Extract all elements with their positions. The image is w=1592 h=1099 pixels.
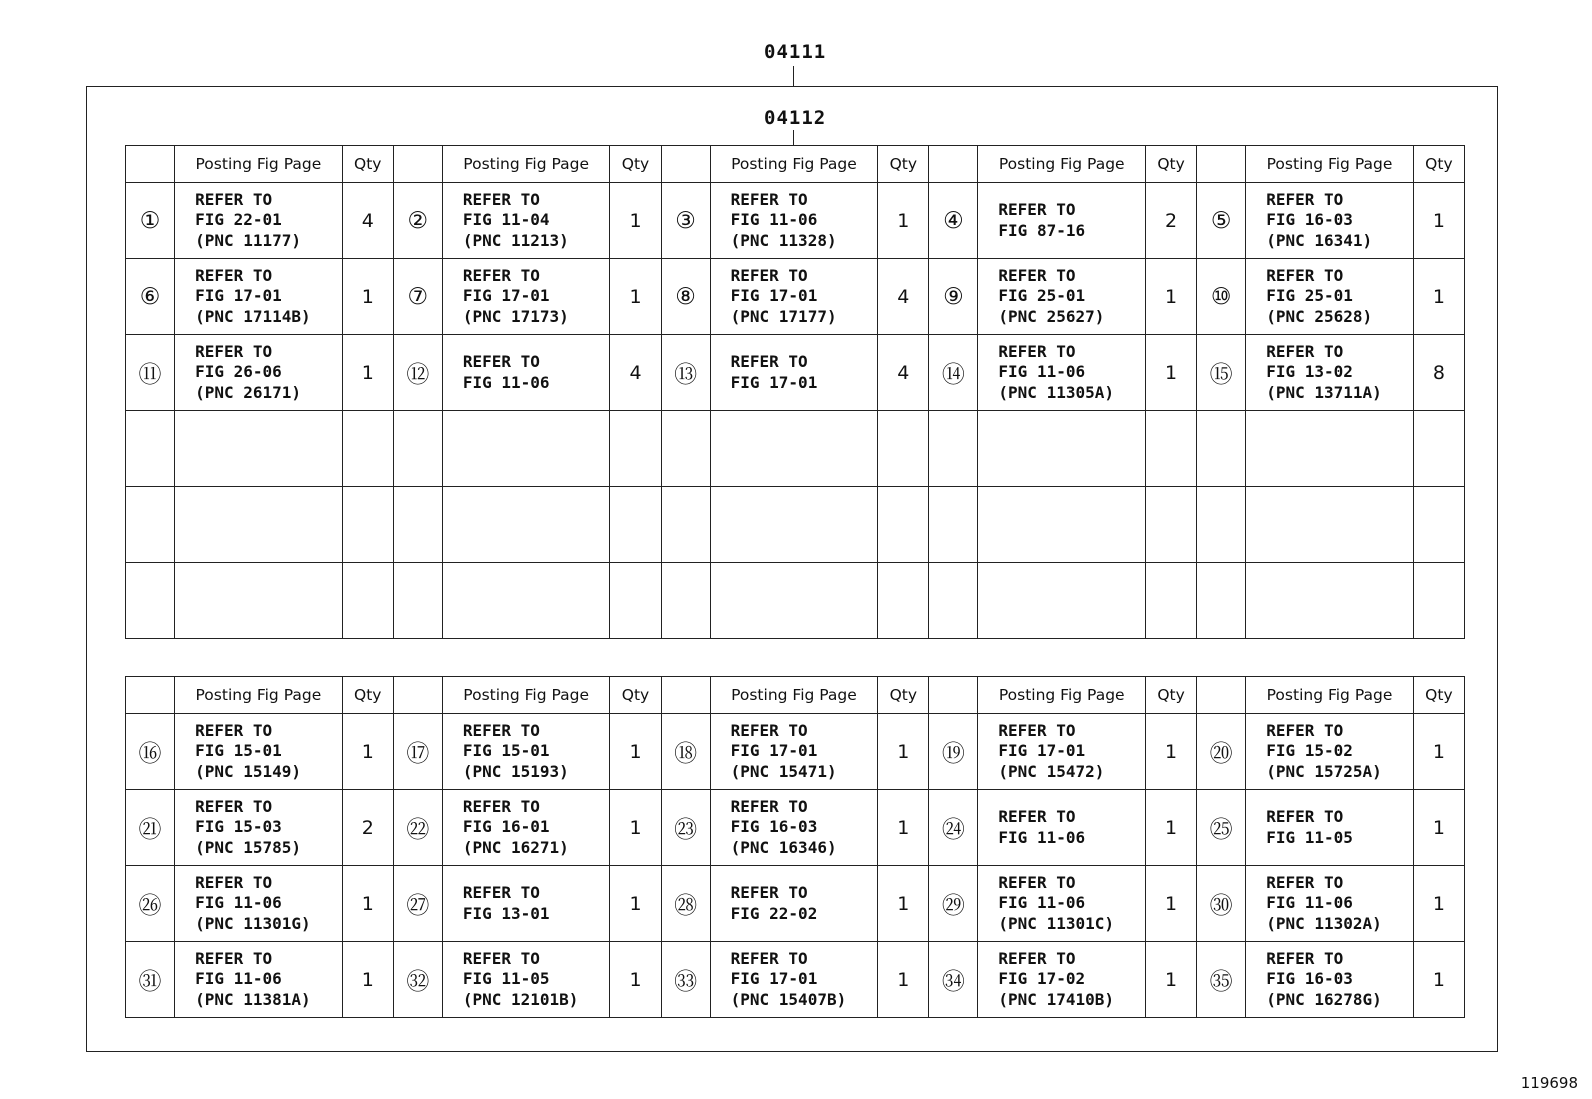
posting-reference bbox=[978, 790, 1146, 866]
quantity-value: 1 bbox=[610, 942, 661, 1018]
reference-line: REFER TO bbox=[730, 352, 808, 371]
quantity-value: 1 bbox=[342, 714, 393, 790]
quantity-value: 1 bbox=[1413, 790, 1464, 866]
quantity-value bbox=[610, 411, 661, 487]
reference-line: REFER TO bbox=[195, 720, 273, 740]
posting-reference bbox=[710, 942, 878, 1018]
table-row bbox=[126, 866, 1465, 942]
table-row bbox=[126, 563, 1465, 639]
header-index-cell bbox=[661, 146, 710, 183]
reference-line: FIG 16-03 bbox=[1266, 210, 1353, 230]
reference-line: (PNC 11305A) bbox=[998, 382, 1114, 402]
header-posting-fig-page: Posting Fig Page bbox=[175, 677, 343, 714]
reference-line: REFER TO bbox=[730, 189, 808, 209]
reference-line: REFER TO bbox=[1266, 341, 1344, 361]
quantity-value: 2 bbox=[1146, 183, 1197, 259]
reference-line: (PNC 17410B) bbox=[998, 989, 1114, 1009]
header-index-cell bbox=[929, 677, 978, 714]
reference-line: (PNC 26171) bbox=[195, 382, 302, 402]
part-index-number: ㉞ bbox=[929, 942, 978, 1018]
reference-line: FIG 11-06 bbox=[998, 827, 1086, 847]
posting-reference bbox=[710, 790, 878, 866]
reference-line: REFER TO bbox=[730, 948, 808, 968]
part-index-number: ⑰ bbox=[393, 714, 442, 790]
quantity-value: 1 bbox=[1413, 942, 1464, 1018]
quantity-value bbox=[610, 487, 661, 563]
quantity-value bbox=[878, 487, 929, 563]
part-index-number bbox=[661, 563, 710, 639]
quantity-value: 1 bbox=[1146, 259, 1197, 335]
quantity-value: 1 bbox=[878, 790, 929, 866]
part-index-number: ⑧ bbox=[661, 259, 710, 335]
quantity-value: 1 bbox=[610, 714, 661, 790]
part-index-number: ㉜ bbox=[393, 942, 442, 1018]
part-index-number bbox=[126, 563, 175, 639]
reference-line: FIG 25-01 bbox=[1266, 286, 1353, 306]
reference-line: FIG 17-01 bbox=[730, 372, 818, 392]
posting-reference bbox=[710, 866, 878, 942]
table-row bbox=[126, 942, 1465, 1018]
part-index-number bbox=[393, 411, 442, 487]
leader-line-outer bbox=[793, 66, 794, 86]
reference-line: FIG 16-01 bbox=[462, 817, 550, 837]
reference-line: FIG 16-03 bbox=[730, 817, 818, 837]
quantity-value: 1 bbox=[610, 790, 661, 866]
reference-line: REFER TO bbox=[730, 883, 808, 902]
header-posting-fig-page: Posting Fig Page bbox=[442, 677, 610, 714]
reference-line: FIG 11-04 bbox=[462, 210, 550, 230]
quantity-value: 1 bbox=[342, 259, 393, 335]
posting-reference bbox=[710, 259, 878, 335]
reference-line: FIG 11-05 bbox=[1266, 827, 1353, 847]
part-index-number: ⑳ bbox=[1197, 714, 1246, 790]
posting-reference bbox=[442, 790, 610, 866]
table-row bbox=[126, 790, 1465, 866]
posting-reference bbox=[175, 183, 343, 259]
quantity-value bbox=[1146, 563, 1197, 639]
quantity-value: 1 bbox=[1413, 259, 1464, 335]
reference-line: (PNC 15471) bbox=[730, 761, 837, 781]
reference-line: REFER TO bbox=[1266, 720, 1344, 740]
posting-reference bbox=[710, 714, 878, 790]
part-index-number: ⑱ bbox=[661, 714, 710, 790]
header-posting-fig-page: Posting Fig Page bbox=[710, 677, 878, 714]
quantity-value: 4 bbox=[878, 259, 929, 335]
reference-line: FIG 17-01 bbox=[462, 286, 550, 306]
grid-header-row bbox=[126, 146, 1465, 183]
header-qty: Qty bbox=[878, 677, 929, 714]
posting-reference bbox=[175, 335, 343, 411]
part-index-number: ① bbox=[126, 183, 175, 259]
posting-reference bbox=[442, 335, 610, 411]
quantity-value: 1 bbox=[1146, 714, 1197, 790]
reference-line: (PNC 25627) bbox=[998, 306, 1105, 326]
posting-reference bbox=[1246, 411, 1414, 487]
reference-line: REFER TO bbox=[1266, 189, 1344, 209]
quantity-value bbox=[342, 487, 393, 563]
quantity-value: 1 bbox=[1146, 790, 1197, 866]
reference-line: FIG 17-02 bbox=[998, 969, 1086, 989]
quantity-value bbox=[1413, 411, 1464, 487]
reference-line: REFER TO bbox=[998, 341, 1076, 361]
reference-line: REFER TO bbox=[1266, 807, 1344, 826]
part-index-number: ⑩ bbox=[1197, 259, 1246, 335]
header-qty: Qty bbox=[1146, 677, 1197, 714]
reference-line: (PNC 15472) bbox=[998, 761, 1105, 781]
posting-reference bbox=[1246, 714, 1414, 790]
reference-line: FIG 22-01 bbox=[195, 210, 282, 230]
part-index-number: ⑲ bbox=[929, 714, 978, 790]
reference-line: FIG 11-06 bbox=[998, 893, 1086, 913]
reference-line: REFER TO bbox=[998, 807, 1076, 826]
quantity-value: 1 bbox=[878, 866, 929, 942]
reference-line: FIG 11-06 bbox=[195, 893, 282, 913]
header-qty: Qty bbox=[878, 146, 929, 183]
part-index-number bbox=[126, 487, 175, 563]
reference-line: REFER TO bbox=[1266, 872, 1344, 892]
part-index-number bbox=[929, 563, 978, 639]
quantity-value: 8 bbox=[1413, 335, 1464, 411]
reference-line: FIG 17-01 bbox=[730, 969, 818, 989]
part-index-number bbox=[1197, 411, 1246, 487]
reference-line: (PNC 13711A) bbox=[1266, 382, 1382, 402]
quantity-value bbox=[342, 563, 393, 639]
reference-line: FIG 11-06 bbox=[730, 210, 818, 230]
reference-line: (PNC 11328) bbox=[730, 230, 837, 250]
posting-reference bbox=[710, 411, 878, 487]
part-index-number: ㉕ bbox=[1197, 790, 1246, 866]
parts-grid-bottom bbox=[125, 676, 1465, 1018]
posting-reference bbox=[442, 942, 610, 1018]
posting-reference bbox=[175, 866, 343, 942]
quantity-value: 1 bbox=[1146, 335, 1197, 411]
posting-reference bbox=[1246, 563, 1414, 639]
reference-line: REFER TO bbox=[462, 948, 540, 968]
reference-line: FIG 11-06 bbox=[462, 372, 550, 392]
header-posting-fig-page: Posting Fig Page bbox=[978, 677, 1146, 714]
reference-line: (PNC 15785) bbox=[195, 837, 302, 857]
reference-line: (PNC 16341) bbox=[1266, 230, 1373, 250]
reference-line: (PNC 15149) bbox=[195, 761, 302, 781]
header-qty: Qty bbox=[610, 677, 661, 714]
reference-line: FIG 13-02 bbox=[1266, 362, 1353, 382]
header-posting-fig-page: Posting Fig Page bbox=[442, 146, 610, 183]
quantity-value: 2 bbox=[342, 790, 393, 866]
posting-reference bbox=[978, 183, 1146, 259]
part-index-number bbox=[126, 411, 175, 487]
quantity-value: 4 bbox=[610, 335, 661, 411]
assembly-label-04112: 04112 bbox=[764, 107, 827, 129]
reference-line: REFER TO bbox=[998, 872, 1076, 892]
table-row bbox=[126, 487, 1465, 563]
part-index-number: ㉗ bbox=[393, 866, 442, 942]
posting-reference bbox=[978, 411, 1146, 487]
part-index-number: ㉛ bbox=[126, 942, 175, 1018]
reference-line: FIG 15-01 bbox=[195, 741, 282, 761]
header-index-cell bbox=[126, 677, 175, 714]
quantity-value: 1 bbox=[1413, 714, 1464, 790]
part-index-number: ㉚ bbox=[1197, 866, 1246, 942]
quantity-value: 1 bbox=[610, 866, 661, 942]
reference-line: (PNC 11302A) bbox=[1266, 913, 1382, 933]
header-qty: Qty bbox=[1413, 677, 1464, 714]
grid-header-row bbox=[126, 677, 1465, 714]
posting-reference bbox=[442, 183, 610, 259]
posting-reference bbox=[175, 259, 343, 335]
reference-line: (PNC 17173) bbox=[462, 306, 569, 326]
assembly-label-04111: 04111 bbox=[764, 41, 827, 63]
reference-line: (PNC 16346) bbox=[730, 837, 837, 857]
posting-reference bbox=[978, 714, 1146, 790]
part-index-number: ② bbox=[393, 183, 442, 259]
part-index-number: ③ bbox=[661, 183, 710, 259]
posting-reference bbox=[442, 563, 610, 639]
part-index-number: ④ bbox=[929, 183, 978, 259]
posting-reference bbox=[175, 790, 343, 866]
reference-line: FIG 25-01 bbox=[998, 286, 1086, 306]
posting-reference bbox=[442, 487, 610, 563]
posting-reference bbox=[978, 259, 1146, 335]
table-row bbox=[126, 335, 1465, 411]
posting-reference bbox=[978, 866, 1146, 942]
header-posting-fig-page: Posting Fig Page bbox=[710, 146, 878, 183]
quantity-value bbox=[1413, 487, 1464, 563]
part-index-number bbox=[1197, 563, 1246, 639]
part-index-number: ㉒ bbox=[393, 790, 442, 866]
parts-grid-top bbox=[125, 145, 1465, 639]
posting-reference bbox=[1246, 790, 1414, 866]
posting-reference bbox=[710, 487, 878, 563]
posting-reference bbox=[175, 411, 343, 487]
header-qty: Qty bbox=[610, 146, 661, 183]
reference-line: FIG 15-01 bbox=[462, 741, 550, 761]
part-index-number: ⑯ bbox=[126, 714, 175, 790]
reference-line: FIG 11-05 bbox=[462, 969, 550, 989]
posting-reference bbox=[978, 487, 1146, 563]
table-row bbox=[126, 259, 1465, 335]
reference-line: (PNC 15193) bbox=[462, 761, 569, 781]
reference-line: REFER TO bbox=[1266, 948, 1344, 968]
reference-line: REFER TO bbox=[730, 796, 808, 816]
reference-line: FIG 15-03 bbox=[195, 817, 282, 837]
posting-reference bbox=[978, 335, 1146, 411]
reference-line: REFER TO bbox=[730, 720, 808, 740]
reference-line: REFER TO bbox=[462, 265, 540, 285]
reference-line: (PNC 16271) bbox=[462, 837, 569, 857]
reference-line: (PNC 16278G) bbox=[1266, 989, 1382, 1009]
reference-line: (PNC 15407B) bbox=[730, 989, 847, 1009]
part-index-number: ⑮ bbox=[1197, 335, 1246, 411]
posting-reference bbox=[175, 942, 343, 1018]
header-qty: Qty bbox=[1413, 146, 1464, 183]
quantity-value: 1 bbox=[878, 714, 929, 790]
reference-line: (PNC 17177) bbox=[730, 306, 837, 326]
posting-reference bbox=[442, 866, 610, 942]
reference-line: REFER TO bbox=[195, 796, 273, 816]
reference-line: (PNC 12101B) bbox=[462, 989, 579, 1009]
reference-line: REFER TO bbox=[195, 872, 273, 892]
reference-line: FIG 11-06 bbox=[195, 969, 282, 989]
reference-line: (PNC 25628) bbox=[1266, 306, 1373, 326]
part-index-number bbox=[393, 563, 442, 639]
quantity-value: 1 bbox=[342, 335, 393, 411]
posting-reference bbox=[1246, 183, 1414, 259]
reference-line: (PNC 17114B) bbox=[195, 306, 311, 326]
part-index-number: ㉑ bbox=[126, 790, 175, 866]
part-index-number: ㉘ bbox=[661, 866, 710, 942]
quantity-value bbox=[1413, 563, 1464, 639]
reference-line: (PNC 11381A) bbox=[195, 989, 311, 1009]
part-index-number: ⑥ bbox=[126, 259, 175, 335]
reference-line: FIG 17-01 bbox=[730, 286, 818, 306]
reference-line: FIG 17-01 bbox=[730, 741, 818, 761]
header-index-cell bbox=[929, 146, 978, 183]
posting-reference bbox=[175, 714, 343, 790]
quantity-value: 1 bbox=[610, 259, 661, 335]
quantity-value bbox=[610, 563, 661, 639]
reference-line: REFER TO bbox=[195, 948, 273, 968]
reference-line: (PNC 15725A) bbox=[1266, 761, 1382, 781]
header-index-cell bbox=[126, 146, 175, 183]
quantity-value: 1 bbox=[610, 183, 661, 259]
quantity-value: 1 bbox=[1413, 183, 1464, 259]
reference-line: FIG 16-03 bbox=[1266, 969, 1353, 989]
quantity-value: 1 bbox=[878, 183, 929, 259]
posting-reference bbox=[710, 335, 878, 411]
reference-line: FIG 15-02 bbox=[1266, 741, 1353, 761]
quantity-value: 1 bbox=[342, 942, 393, 1018]
part-index-number bbox=[661, 487, 710, 563]
reference-line: REFER TO bbox=[730, 265, 808, 285]
posting-reference bbox=[442, 714, 610, 790]
header-index-cell bbox=[1197, 677, 1246, 714]
reference-line: REFER TO bbox=[998, 265, 1076, 285]
posting-reference bbox=[1246, 866, 1414, 942]
quantity-value bbox=[878, 563, 929, 639]
posting-reference bbox=[175, 487, 343, 563]
part-index-number bbox=[929, 411, 978, 487]
posting-reference bbox=[175, 563, 343, 639]
reference-line: REFER TO bbox=[998, 720, 1076, 740]
reference-line: REFER TO bbox=[1266, 265, 1344, 285]
reference-line: FIG 11-06 bbox=[998, 362, 1086, 382]
part-index-number: ㉔ bbox=[929, 790, 978, 866]
header-index-cell bbox=[661, 677, 710, 714]
reference-line: FIG 17-01 bbox=[195, 286, 282, 306]
posting-reference bbox=[710, 183, 878, 259]
posting-reference bbox=[442, 411, 610, 487]
part-index-number bbox=[393, 487, 442, 563]
quantity-value: 1 bbox=[1146, 866, 1197, 942]
header-posting-fig-page: Posting Fig Page bbox=[175, 146, 343, 183]
quantity-value bbox=[878, 411, 929, 487]
part-index-number bbox=[929, 487, 978, 563]
reference-line: (PNC 11301G) bbox=[195, 913, 311, 933]
reference-line: REFER TO bbox=[998, 948, 1076, 968]
part-index-number: ㉝ bbox=[661, 942, 710, 1018]
header-index-cell bbox=[393, 677, 442, 714]
posting-reference bbox=[1246, 942, 1414, 1018]
header-posting-fig-page: Posting Fig Page bbox=[1246, 677, 1414, 714]
posting-reference bbox=[442, 259, 610, 335]
quantity-value bbox=[342, 411, 393, 487]
part-index-number: ⑨ bbox=[929, 259, 978, 335]
reference-line: REFER TO bbox=[462, 796, 540, 816]
part-index-number: ⑪ bbox=[126, 335, 175, 411]
reference-line: (PNC 11213) bbox=[462, 230, 569, 250]
figure-number: 119698 bbox=[1520, 1074, 1578, 1092]
reference-line: (PNC 11177) bbox=[195, 230, 302, 250]
quantity-value: 1 bbox=[342, 866, 393, 942]
table-row bbox=[126, 714, 1465, 790]
reference-line: REFER TO bbox=[462, 883, 540, 902]
header-qty: Qty bbox=[342, 146, 393, 183]
posting-reference bbox=[1246, 259, 1414, 335]
leader-line-inner bbox=[793, 130, 794, 145]
header-qty: Qty bbox=[1146, 146, 1197, 183]
reference-line: FIG 22-02 bbox=[730, 903, 818, 923]
reference-line: REFER TO bbox=[195, 341, 273, 361]
quantity-value: 1 bbox=[1413, 866, 1464, 942]
posting-reference bbox=[710, 563, 878, 639]
part-index-number bbox=[661, 411, 710, 487]
reference-line: REFER TO bbox=[195, 189, 273, 209]
reference-line: REFER TO bbox=[998, 200, 1076, 219]
reference-line: FIG 26-06 bbox=[195, 362, 282, 382]
reference-line: FIG 11-06 bbox=[1266, 893, 1353, 913]
reference-line: REFER TO bbox=[195, 265, 273, 285]
part-index-number: ㉟ bbox=[1197, 942, 1246, 1018]
reference-line: REFER TO bbox=[462, 189, 540, 209]
header-qty: Qty bbox=[342, 677, 393, 714]
reference-line: REFER TO bbox=[462, 352, 540, 371]
reference-line: FIG 87-16 bbox=[998, 220, 1086, 240]
header-index-cell bbox=[1197, 146, 1246, 183]
table-row bbox=[126, 183, 1465, 259]
reference-line: REFER TO bbox=[462, 720, 540, 740]
quantity-value: 4 bbox=[342, 183, 393, 259]
posting-reference bbox=[978, 942, 1146, 1018]
quantity-value: 1 bbox=[878, 942, 929, 1018]
part-index-number: ㉙ bbox=[929, 866, 978, 942]
quantity-value bbox=[1146, 487, 1197, 563]
part-index-number: ㉖ bbox=[126, 866, 175, 942]
part-index-number: ⑤ bbox=[1197, 183, 1246, 259]
part-index-number: ⑬ bbox=[661, 335, 710, 411]
part-index-number: ⑫ bbox=[393, 335, 442, 411]
quantity-value: 4 bbox=[878, 335, 929, 411]
posting-reference bbox=[1246, 487, 1414, 563]
posting-reference bbox=[978, 563, 1146, 639]
reference-line: FIG 17-01 bbox=[998, 741, 1086, 761]
header-index-cell bbox=[393, 146, 442, 183]
reference-line: (PNC 11301C) bbox=[998, 913, 1114, 933]
part-index-number bbox=[1197, 487, 1246, 563]
table-row bbox=[126, 411, 1465, 487]
quantity-value bbox=[1146, 411, 1197, 487]
part-index-number: ⑭ bbox=[929, 335, 978, 411]
part-index-number: ㉓ bbox=[661, 790, 710, 866]
header-posting-fig-page: Posting Fig Page bbox=[978, 146, 1146, 183]
header-posting-fig-page: Posting Fig Page bbox=[1246, 146, 1414, 183]
quantity-value: 1 bbox=[1146, 942, 1197, 1018]
posting-reference bbox=[1246, 335, 1414, 411]
part-index-number: ⑦ bbox=[393, 259, 442, 335]
reference-line: FIG 13-01 bbox=[462, 903, 550, 923]
